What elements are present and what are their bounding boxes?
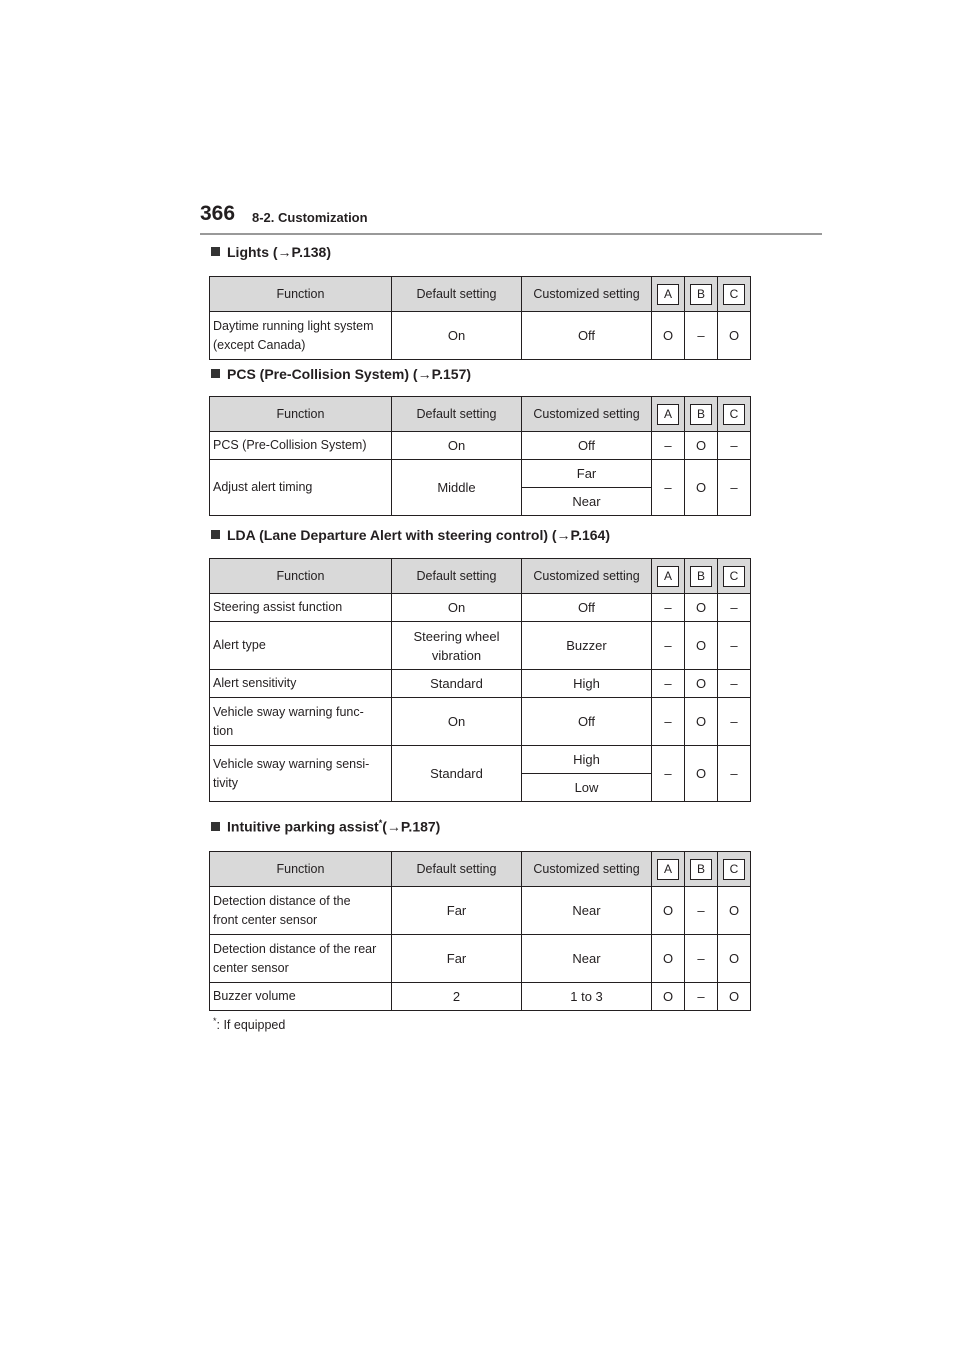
mark-b: – [685,312,718,360]
mark-c: – [718,670,751,698]
header-default: Default setting [392,559,522,594]
mark-a: – [652,460,685,516]
header-c: C [718,397,751,432]
table-row [210,983,751,1011]
header-c: C [718,852,751,887]
lights-table [209,276,751,360]
custom-cell: Off [522,312,652,360]
mark-c: O [718,935,751,983]
page-header [200,200,822,236]
mark-c: – [718,460,751,516]
custom-cell: Near [522,887,652,935]
header-function: Function [210,277,392,312]
mark-a: O [652,312,685,360]
mark-b: O [685,698,718,746]
page-number: 366 [200,202,236,225]
page-reference[interactable]: →P.138) [277,244,331,260]
asterisk: * [378,818,383,828]
header-a: A [652,852,685,887]
mark-c: O [718,312,751,360]
header-customized: Customized setting [522,852,652,887]
custom-cell: High [522,670,652,698]
default-cell: On [392,594,522,622]
header-a: A [652,559,685,594]
mark-c: – [718,432,751,460]
mark-b: O [685,432,718,460]
default-cell: Far [392,887,522,935]
parking-table [209,851,751,1011]
table-row [210,594,751,622]
function-cell: Detection distance of the rear center sensor [210,935,392,983]
square-bullet-icon [211,247,220,256]
mark-b: – [685,887,718,935]
pcs-table [209,396,751,516]
mark-c: – [718,594,751,622]
table-row [210,622,751,670]
function-cell: Steering assist function [210,594,392,622]
square-bullet-icon [211,530,220,539]
function-cell: Vehicle sway warning sensi- tivity [210,746,392,802]
default-cell: On [392,312,522,360]
square-bullet-icon [211,822,220,831]
default-cell: Standard [392,746,522,802]
table-row [210,935,751,983]
table-header-row [210,277,751,312]
custom-cell: Off [522,698,652,746]
mark-b: O [685,670,718,698]
header-b: B [685,397,718,432]
table-row [210,670,751,698]
function-cell: PCS (Pre-Collision System) [210,432,392,460]
header-b: B [685,277,718,312]
mark-a: O [652,935,685,983]
mark-c: – [718,698,751,746]
section-heading-lights: Lights (→P.138) [211,244,331,260]
function-cell: Adjust alert timing [210,460,392,516]
default-cell: On [392,698,522,746]
mark-a: – [652,432,685,460]
mark-c: O [718,983,751,1011]
header-default: Default setting [392,397,522,432]
lda-table [209,558,751,802]
header-default: Default setting [392,852,522,887]
table-row [210,460,751,488]
mark-a: O [652,887,685,935]
mark-b: O [685,746,718,802]
table-header-row [210,852,751,887]
table-header-row [210,559,751,594]
default-cell: Standard [392,670,522,698]
header-a: A [652,397,685,432]
header-a: A [652,277,685,312]
chapter-title: 8-2. Customization [252,210,368,225]
header-customized: Customized setting [522,397,652,432]
default-cell: Far [392,935,522,983]
footnote-marker: * [213,1016,217,1026]
footnote-text: : If equipped [216,1018,286,1033]
default-cell: 2 [392,983,522,1011]
footnote [213,1016,285,1032]
function-cell: Alert type [210,622,392,670]
header-rule [200,233,822,235]
mark-b: O [685,460,718,516]
mark-a: – [652,622,685,670]
table-row [210,312,751,360]
custom-cell: Near [522,488,652,516]
mark-a: O [652,983,685,1011]
default-cell: Steering wheel vibration [392,622,522,670]
header-function: Function [210,397,392,432]
custom-cell: Off [522,432,652,460]
table-row [210,432,751,460]
mark-c: – [718,622,751,670]
mark-b: O [685,622,718,670]
custom-cell: Buzzer [522,622,652,670]
section-heading-lda: LDA (Lane Departure Alert with steering control) (→P.164) [211,527,610,543]
mark-a: – [652,594,685,622]
page-reference[interactable]: →P.157) [417,366,472,382]
header-customized: Customized setting [522,277,652,312]
table-header-row [210,397,751,432]
custom-cell: 1 to 3 [522,983,652,1011]
header-customized: Customized setting [522,559,652,594]
header-function: Function [210,559,392,594]
mark-a: – [652,746,685,802]
default-cell: Middle [392,460,522,516]
header-b: B [685,559,718,594]
table-row [210,698,751,746]
table-row [210,887,751,935]
page-reference[interactable]: (→P.187) [382,818,441,835]
default-cell: On [392,432,522,460]
custom-cell: High [522,746,652,774]
function-cell: Buzzer volume [210,983,392,1011]
header-c: C [718,277,751,312]
table-row [210,746,751,774]
mark-a: – [652,698,685,746]
function-cell: Vehicle sway warning func- tion [210,698,392,746]
page-reference[interactable]: →P.164) [556,527,610,543]
mark-b: O [685,594,718,622]
section-heading-parking: Intuitive parking assist*(→P.187) [211,818,440,835]
header-function: Function [210,852,392,887]
mark-a: – [652,670,685,698]
mark-b: – [685,983,718,1011]
square-bullet-icon [211,369,220,378]
header-default: Default setting [392,277,522,312]
function-cell: Daytime running light system (except Canada) [210,312,392,360]
custom-cell: Near [522,935,652,983]
mark-c: – [718,746,751,802]
custom-cell: Low [522,774,652,802]
custom-cell: Far [522,460,652,488]
function-cell: Detection distance of the front center sensor [210,887,392,935]
header-c: C [718,559,751,594]
section-heading-pcs: PCS (Pre-Collision System) (→P.157) [211,366,471,382]
custom-cell: Off [522,594,652,622]
mark-c: O [718,887,751,935]
header-b: B [685,852,718,887]
mark-b: – [685,935,718,983]
function-cell: Alert sensitivity [210,670,392,698]
